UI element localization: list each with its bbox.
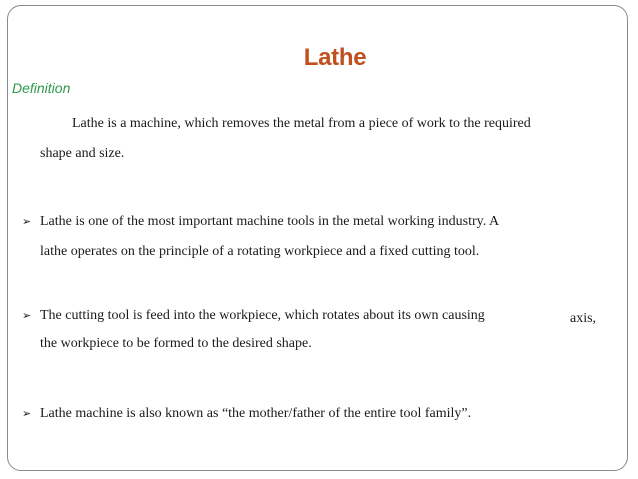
bullet-arrow-icon: ➢ bbox=[22, 309, 32, 322]
definition-label: Definition bbox=[12, 80, 71, 96]
bullet-arrow-icon: ➢ bbox=[22, 215, 32, 228]
bullet-2-line-2: the workpiece to be formed to the desired shape. bbox=[40, 336, 312, 351]
bullet-3-line-1: Lathe machine is also known as “the mother/father of the entire tool family”. bbox=[40, 406, 472, 421]
bullet-1-line-2: lathe operates on the principle of a rotating workpiece and a fixed cutting tool. bbox=[40, 244, 480, 259]
bullet-2-line-1-end: axis, bbox=[570, 311, 597, 326]
slide-title: Lathe bbox=[303, 44, 367, 71]
slide-frame bbox=[7, 5, 628, 471]
definition-line-2: shape and size. bbox=[40, 146, 125, 161]
bullet-arrow-icon: ➢ bbox=[22, 407, 32, 420]
definition-line-1: Lathe is a machine, which removes the metal from a piece of work to the required bbox=[72, 116, 531, 131]
bullet-1-line-1: Lathe is one of the most important machine tools in the metal working industry. A bbox=[40, 214, 500, 229]
bullet-2-line-1: The cutting tool is feed into the workpiece, which rotates about its own causing bbox=[40, 308, 485, 323]
